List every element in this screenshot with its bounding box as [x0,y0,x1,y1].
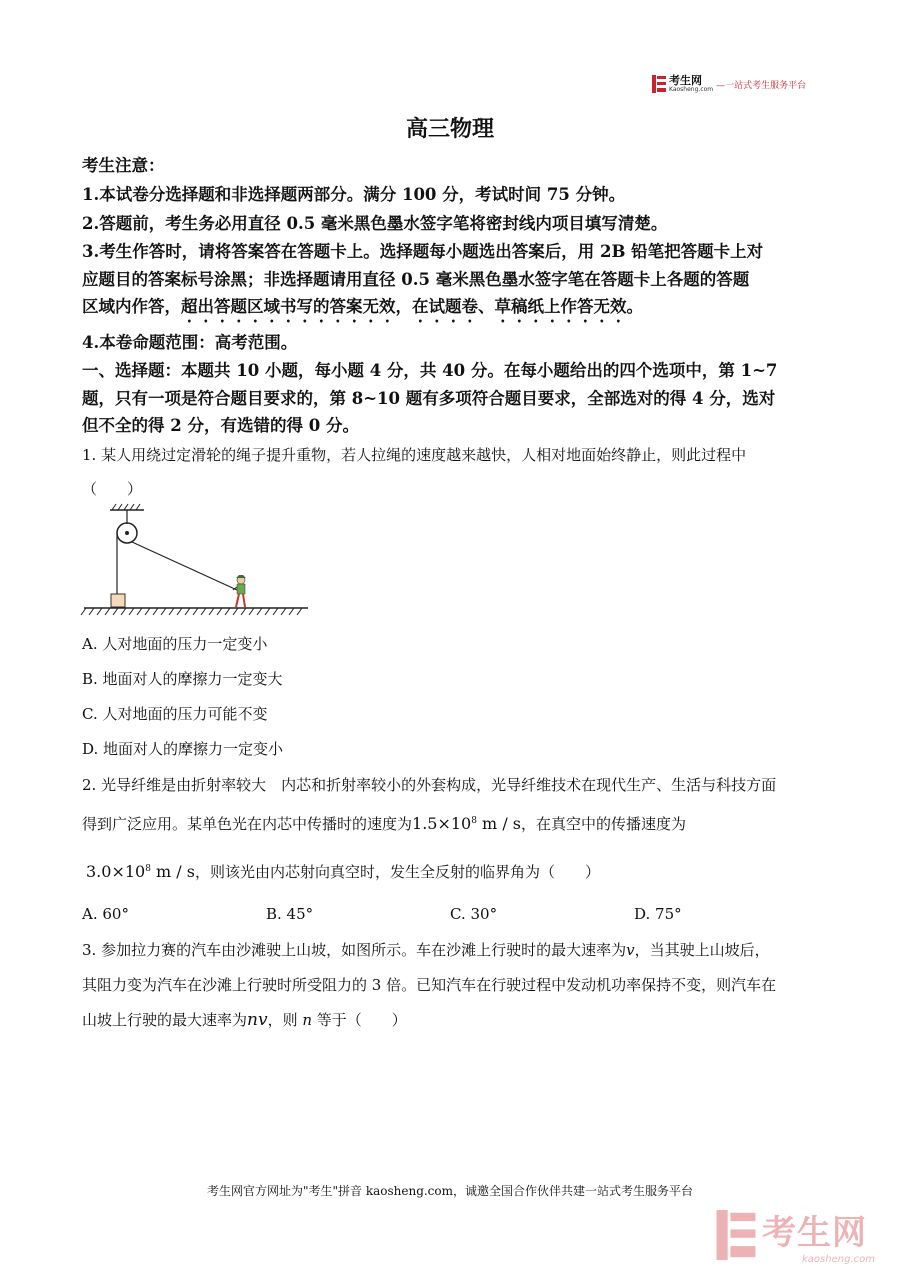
header-brand [652,72,822,96]
q1-option-b: B. 地面对人的摩擦力一定变大 [82,670,283,688]
notice-item-3-cont: 应题目的答案标号涂黑；非选择题请用直径 0.5 毫米黑色墨水签字笔在答题卡上各题的答题 [82,270,750,289]
brand-logo-icon [652,75,666,93]
q3-var-v: v [626,941,635,959]
watermark [716,1206,886,1264]
notice-item-4: 4.本卷命题范围：高考范围。 [82,333,298,352]
q1-option-c: C. 人对地面的压力可能不变 [82,705,268,723]
watermark-text-block [756,1205,875,1265]
q2-vacuum-speed-exponent: 8 [145,864,151,874]
q3-var-nv: nv [247,1010,268,1030]
section-line-1: 一、选择题：本题共 10 小题，每小题 4 分，共 40 分。在每小题给出的四个选项中，第 1~7 [82,361,778,380]
q3-line-3-mid: ，则 [267,1011,303,1029]
q2-line-2-text: 得到广泛应用。某单色光在内芯中传播时的速度为 [82,815,413,833]
hanging-weight [111,594,125,607]
notice-item-2: 2.答题前，考生务必用直径 0.5 毫米黑色墨水签字笔将密封线内项目填写清楚。 [82,214,668,233]
q2-line-3-tail: ，则该光由内芯射向真空时，发生全反射的临界角为（ ） [194,863,600,881]
notice-item-1: 1.本试卷分选择题和非选择题两部分。满分 100 分，考试时间 75 分钟。 [82,185,626,204]
q3-line-3-tail: 等于（ ） [312,1011,407,1029]
brand-text [669,75,713,93]
q3-line-3 [82,1009,407,1030]
q2-option-b: B. 45° [266,905,314,923]
q3-line-1-tail: ，当其驶上山坡后， [634,941,770,959]
q3-line-1-text: 3. 参加拉力赛的汽车由沙滩驶上山坡，如图所示。车在沙滩上行驶时的最大速率为 [82,941,627,959]
q2-option-d: D. 75° [634,905,682,923]
watermark-logo-icon [716,1210,756,1260]
q1-pulley-figure [80,502,312,622]
brand-name: 考生网 [669,74,702,87]
q2-option-c: C. 30° [450,905,498,923]
q2-inner-speed-exponent: 8 [471,816,477,826]
q3-line-3-text: 山坡上行驶的最大速率为 [82,1011,248,1029]
q3-line-2: 其阻力变为汽车在沙滩上行驶时所受阻力的 3 倍。已知汽车在行驶过程中发动机功率保持不变，则汽车在 [82,976,777,994]
ground-line [81,608,308,615]
watermark-text: 考生网 [762,1213,867,1253]
brand-slogan-text: 一站式考生服务平台 [725,80,807,91]
q2-line-3 [86,861,600,882]
q2-inner-speed-value: 1.5×10 [412,814,472,833]
notice-item-3-end [82,293,643,326]
notice-item-3: 3.考生作答时，请将答案答在答题卡上。选择题每小题选出答案后，用 2B 铅笔把答题卡上对 [82,242,764,261]
brand-domain: Kaosheng.com [669,86,714,93]
notice-heading: 考生注意： [82,156,165,175]
notice-item-3-end-emphasis: 超出答题区域书写的答案无效，在试题卷、草稿纸上作答无效。 [181,297,643,316]
q3-line-1 [82,939,770,960]
q2-vacuum-speed-value: 3.0×10 [86,862,146,881]
watermark-domain: kaosheng.com [802,1254,875,1265]
rope-slanted [132,542,237,590]
section-line-3: 但不全的得 2 分，有选错的得 0 分。 [82,416,359,435]
q3-var-n: n [302,1011,313,1029]
q1-stem: 1. 某人用绕过定滑轮的绳子提升重物，若人拉绳的速度越来越快，人相对地面始终静止，则此过程中 [82,446,747,464]
q2-line-2-tail: ，在真空中的传播速度为 [521,815,687,833]
q2-inner-speed-unit: m / s [476,814,521,833]
pulley-axle [125,531,129,535]
q2-line-1: 2. 光导纤维是由折射率较大 内芯和折射率较小的外套构成，光导纤维技术在现代生产、生活与科技方面 [82,776,777,794]
q2-line-2 [82,813,686,834]
ceiling-support [110,504,144,524]
notice-item-3-end-a: 区域内作答， [82,297,181,316]
person-figure [233,575,246,607]
page-title: 高三物理 [405,116,494,142]
q1-option-a: A. 人对地面的压力一定变小 [82,635,268,653]
brand-slogan: —一站式考生服务平台 [716,80,807,91]
page-footer: 考生网官方网址为"考生"拼音 kaosheng.com，诚邀全国合作伙伴共建一站式考生服务平台 [206,1184,694,1198]
q1-option-d: D. 地面对人的摩擦力一定变小 [82,740,284,758]
q1-blank: （ ） [82,480,143,498]
q2-vacuum-speed-unit: m / s [150,862,195,881]
q2-option-a: A. 60° [82,905,129,923]
section-line-2: 题，只有一项是符合题目要求的，第 8~10 题有多项符合题目要求，全部选对的得 4 分，选对 [82,389,776,408]
